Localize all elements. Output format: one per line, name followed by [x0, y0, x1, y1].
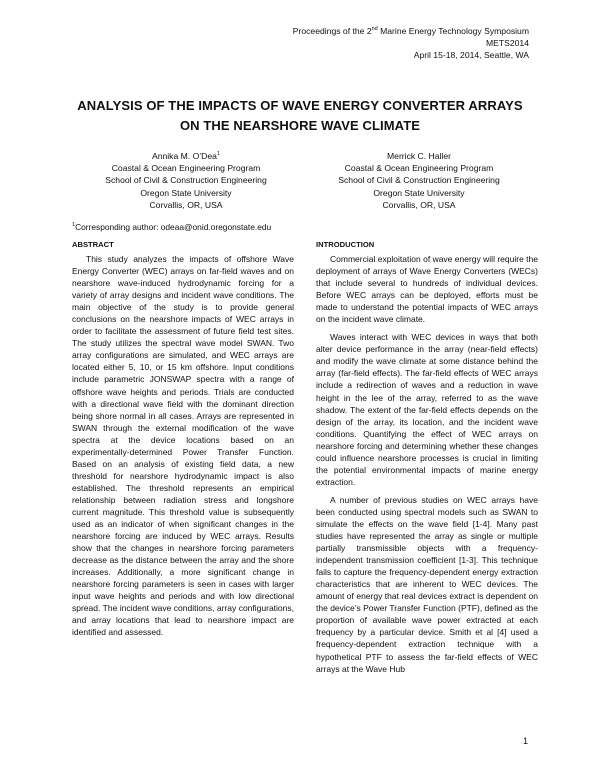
- author-name: Annika M. O’Dea$^1$: [151, 150, 221, 161]
- intro-paragraph: Waves interact with WEC devices in ways that both alter device performance in the array (near-field effects) and modify the wave climate at some distance behind the array (far-field effects). The far-field effects of WEC arrays include a redirection of waves and a reduction in wave height in the lee of the array, referred to as the wave shadow. The extent of the far-field effects depends on the design of the array, its location, and the incident wave conditions. Quantifying the effect of WEC arrays on nearshore forcing and determining whether these changes could influence nearshore processes is crucial in limiting the potential environmental impacts of marine energy extraction.: [316, 332, 538, 487]
- author-block-1: Annika M. O’Dea$^1$ Coastal & Ocean Engineering Program School of Civil & Construction Engineering Oregon State University Corvallis, OR, USA: [81, 148, 291, 211]
- intro-paragraph: Commercial exploitation of wave energy will require the deployment of arrays of Wave Energy Converters (WECs) that include several to hundreds of individual devices. Before WEC arrays can be deployed, efforts must be made to understand the potential impacts of WEC arrays on the incident wave climate.: [316, 254, 538, 325]
- abstract-section: [72, 240, 294, 645]
- paper-title: ANALYSIS OF THE IMPACTS OF WAVE ENERGY CONVERTER ARRAYS ON THE NEARSHORE WAVE CLIMATE: [77, 98, 523, 133]
- header-line-1: Proceedings of the 2nd Marine Energy Technology Symposium: [292, 25, 529, 36]
- abstract-heading: ABSTRACT: [72, 240, 114, 249]
- header-line-2: METS2014: [486, 37, 529, 48]
- page-number: 1: [522, 736, 528, 746]
- introduction-section: [316, 240, 538, 681]
- abstract-text: This study analyzes the impacts of offshore Wave Energy Converter (WEC) arrays on far-field waves and on nearshore wave-induced hydrodynamic forcing for a variety of array designs and incident wave conditions. The main objective of the study is to provide general conclusions on the nearshore impacts of WEC arrays in order to facilitate the assessment of future field test sites. The study utilizes the spectral wave model SWAN. Two array configurations are simulated, and WEC arrays are located either 5, 10, or 15 km offshore. Input conditions include parametric JONSWAP spectra with a range of offshore wave heights and periods. Trials are conducted with a directional wave field with the dominant direction being shore normal in all cases. Arrays are represented in SWAN through the external modification of the wave spectra at the device locations based on an experimentally-determined Power Transfer Function. Based on an analysis of existing field data, a new threshold for nearshore hydrodynamic impact is also established. The threshold represents an empirical relationship between radiation stress and longshore current magnitude. This threshold value is subsequently used as an indicator of when significant changes in the nearshore forcing are induced by WEC arrays. Results show that the changes in nearshore forcing parameters decrease as the distance between the array and the shore increases. Additionally, a more significant change in nearshore forcing parameters is seen in cases with larger input wave heights and periods and with low directional spread. The incident wave conditions, array configurations, and array locations that lead to nearshore impact are identified and assessed.: [72, 254, 294, 638]
- introduction-heading: INTRODUCTION: [316, 240, 375, 249]
- author-block-2: Merrick C. Haller Coastal & Ocean Engineering Program School of Civil & Construction Engineering Oregon State University Corvallis, OR, USA: [314, 148, 524, 211]
- proceedings-header: [293, 23, 529, 61]
- header-line-3: April 15-18, 2014, Seattle, WA: [413, 49, 529, 60]
- corresponding-author-note: $^1$Corresponding author: odeaa@onid.oregonstate.edu: [72, 222, 272, 232]
- intro-paragraph: A number of previous studies on WEC arrays have been conducted using spectral models such as SWAN to simulate the effects on the wave field [1-4]. Many past studies have represented the array as single or multiple partially transmissible objects with a frequency-independent transmission coefficient [1-3]. This technique fails to capture the frequency-dependent energy extraction characteristics that are inherent to WEC devices. The amount of energy that real devices extract is dependent on the device’s Power Transfer Function (PTF), defined as the proportion of available wave power extracted at each frequency by a particular device. Smith et al [4] used a frequency-dependent extraction technique with a hypothetical PTF to assess the far-field effects of WEC arrays at the Wave Hub: [316, 494, 538, 674]
- author-name: Merrick C. Haller: [387, 150, 451, 161]
